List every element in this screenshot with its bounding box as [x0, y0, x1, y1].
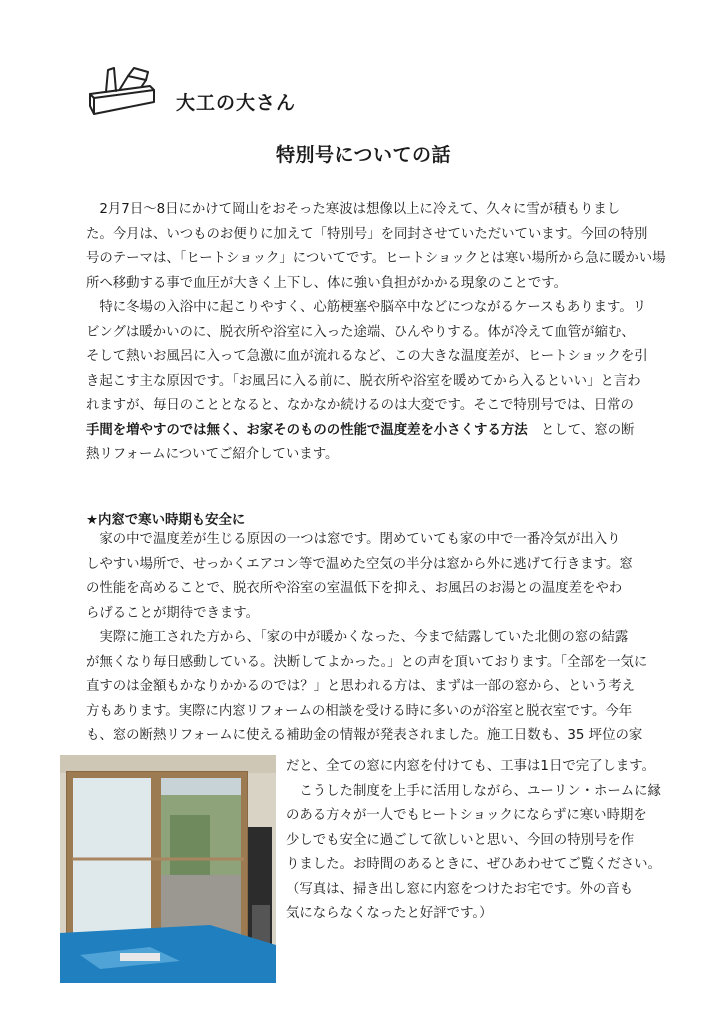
emphasis-text: 手間を増やすのでは無く、お家そのものの性能で温度差を小さくする方法	[86, 422, 528, 438]
text-line: だと、全ての窓に内窓を付けても、工事は1日で完了します。	[286, 759, 655, 774]
text-line: た。今月は、いつものお便りに加えて「特別号」を同封させていただいています。今回の特別	[86, 226, 648, 242]
closing-paragraph	[286, 755, 726, 927]
text-line: も、窓の断熱リフォームに使える補助金の情報が発表されました。施工日数も、35 坪位の家	[86, 728, 643, 743]
text-line: そして熱いお風呂に入って急激に血が流れるなど、この大きな温度差が、ヒートショックを引	[86, 349, 648, 364]
text-line: （写真は、掃き出し窓に内窓をつけたお宅です。外の音も	[286, 881, 634, 897]
text-line	[86, 419, 656, 444]
plane-tool-icon	[84, 58, 162, 120]
text-line: こうした制度を上手に活用しながら、ユーリン・ホームに縁	[286, 783, 661, 799]
text-line: のある方々が一人でもヒートショックにならずに寒い時期を	[286, 808, 647, 823]
text-fragment: として、窓の断	[527, 422, 635, 438]
section-heading: ★内窓で寒い時期も安全に	[86, 513, 246, 528]
page-title: 特別号についての話	[275, 144, 452, 166]
voice-paragraph	[86, 626, 656, 749]
text-line: しやすい場所で、せっかくエアコン等で温めた空気の半分は窓から外に逃げて行きます。窓	[86, 556, 633, 572]
text-line: 所へ移動する事で血圧が大きく上下し、体に強い負担がかかる現象のことです。	[86, 275, 567, 291]
brand-name: 大工の大さん	[176, 92, 297, 114]
text-line: りました。お時間のあるときに、ぜひあわせてご覧ください。	[286, 857, 661, 872]
text-line: 家の中で温度差が生じる原因の一つは窓です。閉めていても家の中で一番冷気が出入り	[86, 532, 621, 547]
winter-paragraph	[86, 296, 656, 468]
text-line: が無くなり毎日感動している。決断してよかった。」との声を頂いております。「全部を一気に	[86, 654, 648, 670]
text-line: 特に冬場の入浴中に起こりやすく、心筋梗塞や脳卒中などにつながるケースもあります。リ	[86, 300, 647, 315]
text-line: 号のテーマは、「ヒートショック」についてです。ヒートショックとは寒い場所から急に暖かい場	[86, 251, 666, 266]
interior-window-photo	[60, 755, 276, 983]
text-line: の性能を高めることで、脱衣所や浴室の室温低下を抑え、お風呂のお湯との温度差をやわ	[86, 581, 623, 596]
text-line: ビングは暖かいのに、脱衣所や浴室に入った途端、ひんやりする。体が冷えて血管が縮む、	[86, 324, 635, 340]
text-line: れますが、毎日のこととなると、なかなか続けるのは大変です。そこで特別号では、日常の	[86, 398, 634, 413]
text-line: 実際に施工された方から、「家の中が暖かくなった、今まで結露していた北側の窓の結露	[86, 630, 629, 645]
text-line: 少しでも安全に過ごして欲しいと思い、今回の特別号を作	[286, 832, 635, 848]
window-paragraph	[86, 528, 656, 626]
text-line: き起こす主な原因です。「お風呂に入る前に、脱衣所や浴室を暖めてから入るといい」と言わ	[86, 373, 641, 389]
intro-paragraph	[86, 198, 666, 296]
text-line: 熱リフォームについてご紹介しています。	[86, 447, 339, 462]
text-line: 方もあります。実際に内窓リフォームの相談を受ける時に多いのが浴室と脱衣室です。今年	[86, 703, 633, 719]
text-line: 気にならなくなったと好評です。）	[286, 906, 493, 921]
text-line: 2月7日～8日にかけて岡山をおそった寒波は想像以上に冷えて、久々に雪が積もりまし	[86, 202, 621, 217]
text-line: 直すのは金額もかなりかかるのでは？」と思われる方は、まずは一部の窓から、という考え	[86, 679, 636, 694]
text-line: らげることが期待できます。	[86, 605, 260, 621]
